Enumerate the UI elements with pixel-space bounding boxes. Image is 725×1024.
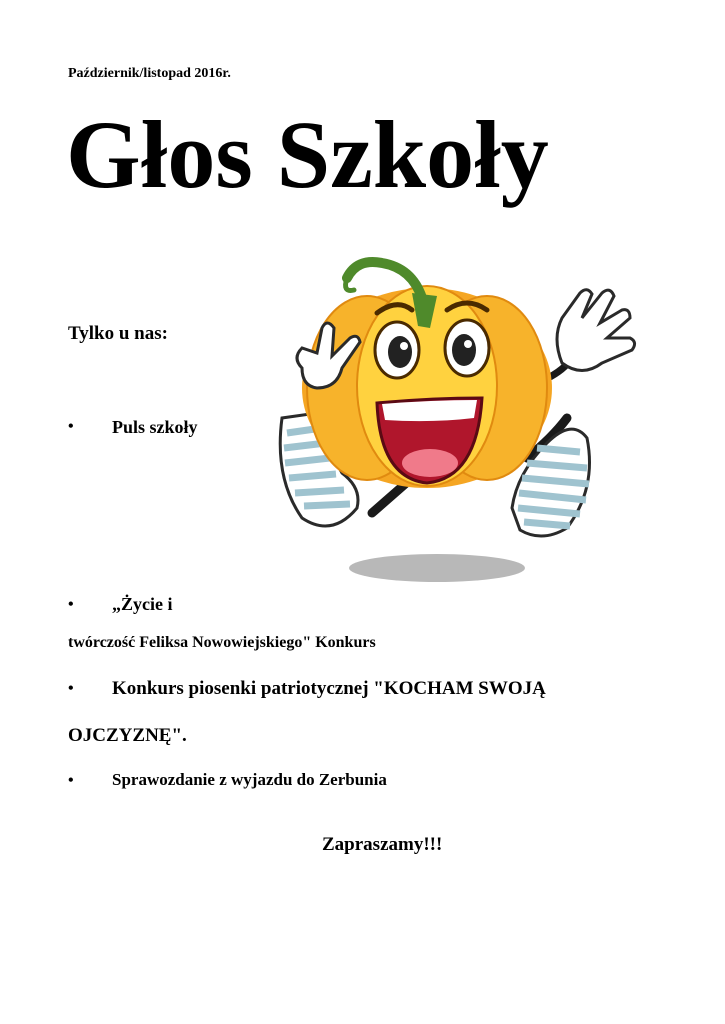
contents-item-puls-szkoly: Puls szkoły: [112, 417, 198, 437]
contents-item-zycie-line2: twórczość Feliksa Nowowiejskiego" Konkurs: [68, 634, 376, 651]
bullet-icon: •: [68, 418, 74, 435]
bullet-icon: •: [68, 772, 74, 789]
contents-intro: Tylko u nas:: [68, 323, 168, 344]
newsletter-title: Głos Szkoły: [66, 101, 549, 208]
pumpkin-mascot-icon: [262, 238, 662, 598]
closing-invitation: Zapraszamy!!!: [322, 834, 443, 855]
contents-item-konkurs-line2: OJCZYZNĘ".: [68, 725, 187, 746]
contents-item-konkurs-line1: Konkurs piosenki patriotycznej "KOCHAM SWOJĄ: [112, 678, 546, 699]
bullet-icon: •: [68, 596, 74, 613]
right-hand-icon: [557, 290, 635, 371]
issue-date: Październik/listopad 2016r.: [68, 66, 231, 81]
contents-item-zycie-line1: „Życie i: [112, 594, 173, 614]
bullet-icon: •: [68, 680, 74, 697]
shadow-shape: [349, 554, 525, 582]
contents-item-sprawozdanie: Sprawozdanie z wyjazdu do Zerbunia: [112, 770, 387, 789]
